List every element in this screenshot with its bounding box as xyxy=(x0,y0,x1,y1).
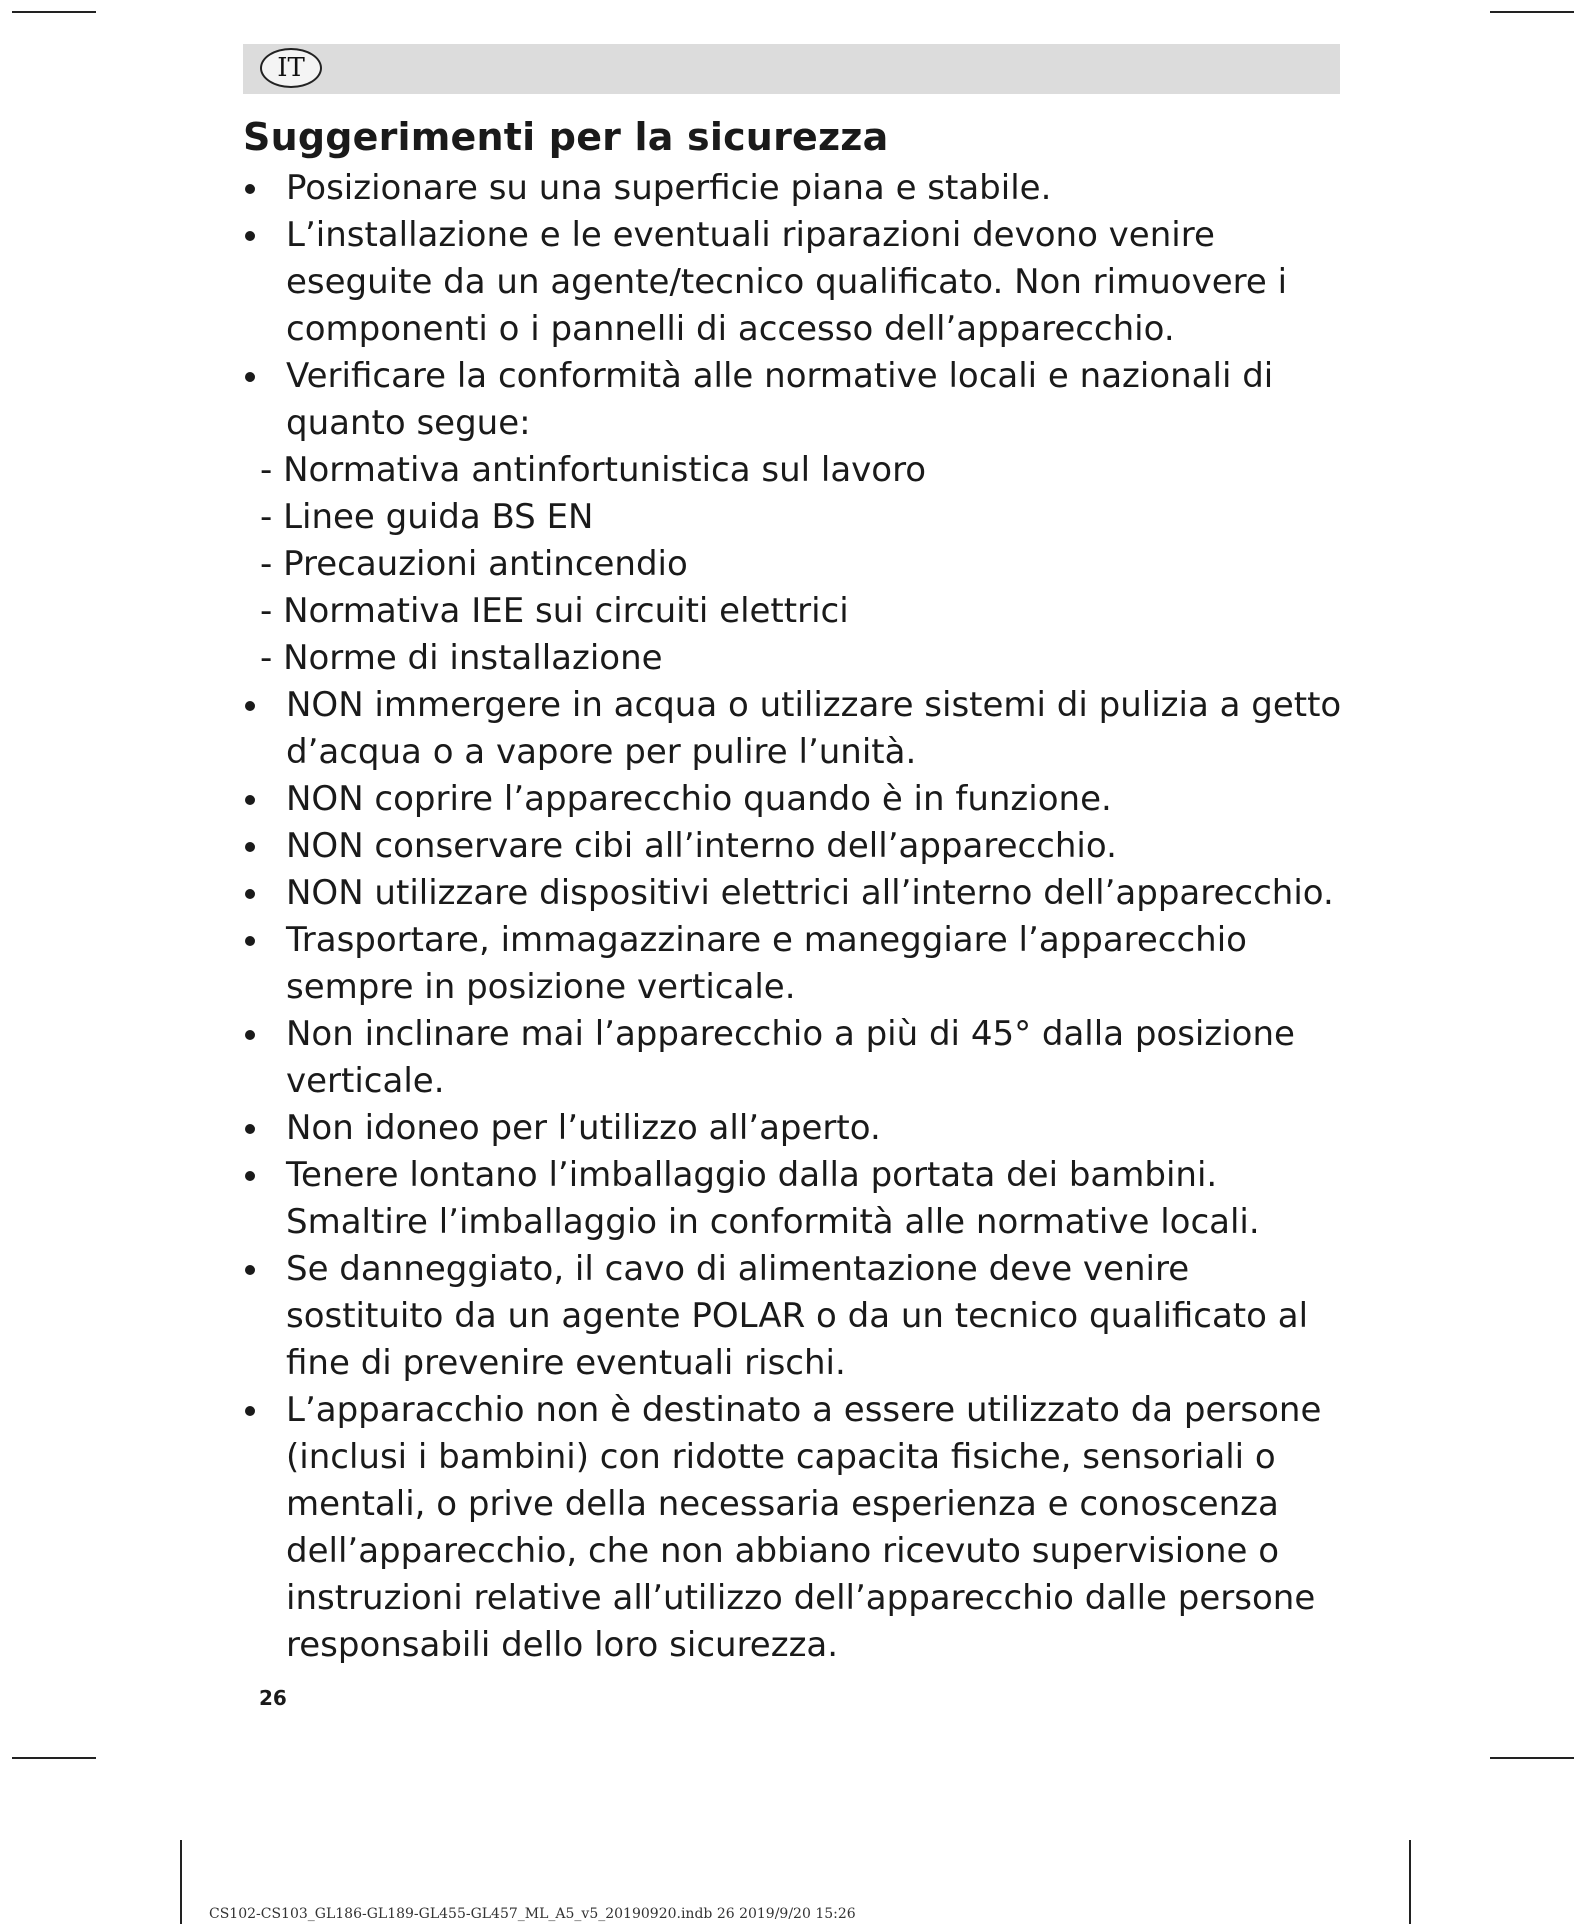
bullet-icon xyxy=(245,795,255,805)
language-badge: IT xyxy=(260,48,322,88)
regulation-item: - Linee guida BS EN xyxy=(260,497,594,537)
page-title: Suggerimenti per la sicurezza xyxy=(243,115,889,159)
bullet-icon xyxy=(245,372,255,382)
regulation-item: - Norme di installazione xyxy=(260,638,663,678)
language-header-bar xyxy=(243,44,1340,94)
bullet-icon xyxy=(245,889,255,899)
bullet-icon xyxy=(245,1406,255,1416)
bullet-icon xyxy=(245,231,255,241)
regulation-item: - Normativa IEE sui circuiti elettrici xyxy=(260,591,849,631)
crop-mark-top-right xyxy=(1490,11,1574,13)
regulation-item: - Normativa antinfortunistica sul lavoro xyxy=(260,450,927,490)
print-slug: CS102-CS103_GL186-GL189-GL455-GL457_ML_A5_v5_20190920.indb 26 2019/9/20 15:26 xyxy=(209,1906,856,1922)
list-item: Posizionare su una superficie piana e stabile. xyxy=(243,165,1353,212)
bullet-icon xyxy=(245,1171,255,1181)
list-item: NON immergere in acqua o utilizzare sistemi di pulizia a getto d’acqua o a vapore per pulire l’unità. xyxy=(243,682,1353,776)
safety-tips-list xyxy=(243,165,1353,1669)
crop-mark-bottom-right xyxy=(1490,1757,1574,1759)
list-item: Trasportare, immagazzinare e maneggiare l’apparecchio sempre in posizione verticale. xyxy=(243,917,1353,1011)
list-item: NON utilizzare dispositivi elettrici all’interno dell’apparecchio. xyxy=(243,870,1353,917)
page-number: 26 xyxy=(259,1686,287,1710)
bullet-icon xyxy=(245,1265,255,1275)
regulation-item: - Precauzioni antincendio xyxy=(260,544,688,584)
crop-mark-bottom-right-vertical xyxy=(1409,1840,1411,1924)
bullet-icon xyxy=(245,936,255,946)
bullet-icon xyxy=(245,184,255,194)
list-item: Se danneggiato, il cavo di alimentazione deve venire sostituito da un agente POLAR o da un tecnico qualificato al fine di prevenire eventuali rischi. xyxy=(243,1246,1353,1387)
list-item: NON coprire l’apparecchio quando è in funzione. xyxy=(243,776,1353,823)
list-item: L’installazione e le eventuali riparazioni devono venire eseguite da un agente/tecnico qualificato. Non rimuovere i componenti o i pannelli di accesso dell’apparecchio. xyxy=(243,212,1353,353)
bullet-icon xyxy=(245,842,255,852)
bullet-icon xyxy=(245,701,255,711)
list-item: Non idoneo per l’utilizzo all’aperto. xyxy=(243,1105,1353,1152)
list-item: L’apparacchio non è destinato a essere utilizzato da persone (inclusi i bambini) con ridotte capacita fisiche, sensoriali o mentali, o prive della necessaria esperienza e conoscenza dell’apparecchio, che non abbiano ricevuto supervisione o instruzioni relative all’utilizzo dell’apparecchio dalle persone responsabili dello loro sicurezza. xyxy=(243,1387,1353,1669)
list-item: NON conservare cibi all’interno dell’apparecchio. xyxy=(243,823,1353,870)
regulations-sublist xyxy=(260,447,1353,682)
bullet-icon xyxy=(245,1030,255,1040)
crop-mark-top-left xyxy=(12,11,96,13)
bullet-icon xyxy=(245,1124,255,1134)
list-item: Tenere lontano l’imballaggio dalla portata dei bambini. Smaltire l’imballaggio in conformità alle normative locali. xyxy=(243,1152,1353,1246)
crop-mark-bottom-left xyxy=(12,1757,96,1759)
list-item: Verificare la conformità alle normative locali e nazionali di quanto segue: - Normativa antinfortunistica sul lavoro - Linee guida BS EN - Precauzioni antincendio - Normativa IEE sui circuiti elettrici - Norme di installazione xyxy=(243,353,1353,682)
list-item: Non inclinare mai l’apparecchio a più di 45° dalla posizione verticale. xyxy=(243,1011,1353,1105)
crop-mark-bottom-left-vertical xyxy=(180,1840,182,1924)
